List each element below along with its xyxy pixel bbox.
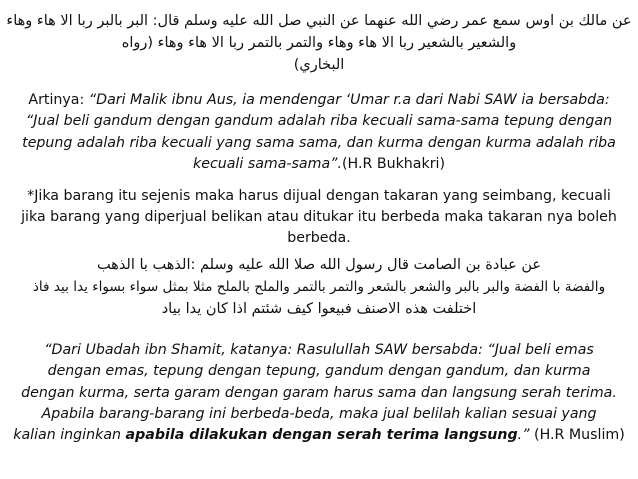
hadith2-trans-line5 [6,425,632,446]
note [6,186,632,250]
hadith2-arabic-line2: والفضة با الفضة والبر بالبر والشعر بالشعر والتمر بالتمر والملح بالملح مثلا بمثل سواء بسواء يدا بيد فاذ [32,278,606,295]
hadith1-trans-text1: “Dari Malik ibnu Aus, ia mendengar ‘Umar r.a dari Nabi SAW ia bersabda: [88,92,610,108]
hadith2-trans-text5a: kalian inginkan [13,427,126,444]
hadith2-trans-bold: apabila dilakukan dengan serah terima langsung [125,427,518,444]
hadith2-trans-line1: “Dari Ubadah ibn Shamit, katanya: Rasulullah SAW bersabda: “Jual beli emas [44,341,594,358]
hadith2-trans-text5c: .” [517,427,530,444]
note-line2: jika barang yang diperjual belikan atau ditukar itu berbeda maka takaran nya boleh [21,209,617,226]
note-line1: *Jika barang itu sejenis maka harus dijual dengan takaran yang seimbang, kecuali [27,187,611,204]
hadith1-source: (H.R Bukhakri) [342,156,445,173]
hadith2-trans-line2: dengan emas, tepung dengan tepung, gandum dengan gandum, dan kurma [47,363,591,380]
hadith2-trans-line3: dengan kurma, serta garam dengan garam harus sama dan langsung serah terima. [21,384,617,401]
hadith1-trans-line3: tepung adalah riba kecuali yang sama sama, dan kurma dengan kurma adalah riba [22,134,616,151]
hadith2-translation [6,340,632,447]
hadith1-arabic-line2: والشعير بالشعير ربا الا هاء وهاء والتمر بالتمر ربا الا هاء وهاء (رواه [121,35,517,51]
hadith1-trans-text4: kecuali sama-sama”. [193,156,343,173]
hadith1-arabic-line3: البخاري) [293,57,345,73]
hadith1-trans-line1 [6,90,632,111]
hadith2-arabic [6,254,632,320]
hadith2-source: (H.R Muslim) [529,427,625,444]
hadith1-trans-line2: “Jual beli gandum dengan gandum adalah riba kecuali sama-sama tepung dengan [25,113,613,130]
hadith1-translation [6,90,632,176]
hadith1-arabic-line1: عن مالك بن اوس سمع عمر رضي الله عنهما عن النبي صل الله عليه وسلم قال: البر بالبر ربا الا هاء وهاء [6,13,632,29]
hadith2-trans-line4: Apabila barang-barang ini berbeda-beda, maka jual belilah kalian sesuai yang [41,406,597,423]
hadith1-arabic [6,10,632,76]
artinya-label: Artinya: [28,92,85,108]
note-line3: berbeda. [287,230,351,247]
hadith1-trans-line4 [6,154,632,175]
hadith2-arabic-line3: اختلفت هذه الاصنف فبيعوا كيف شئتم اذا كان يدا بياد [161,300,477,317]
hadith2-arabic-line1: عن عبادة بن الصامت قال رسول الله صلا الله عليه وسلم :الذهب با الذهب [96,256,542,273]
